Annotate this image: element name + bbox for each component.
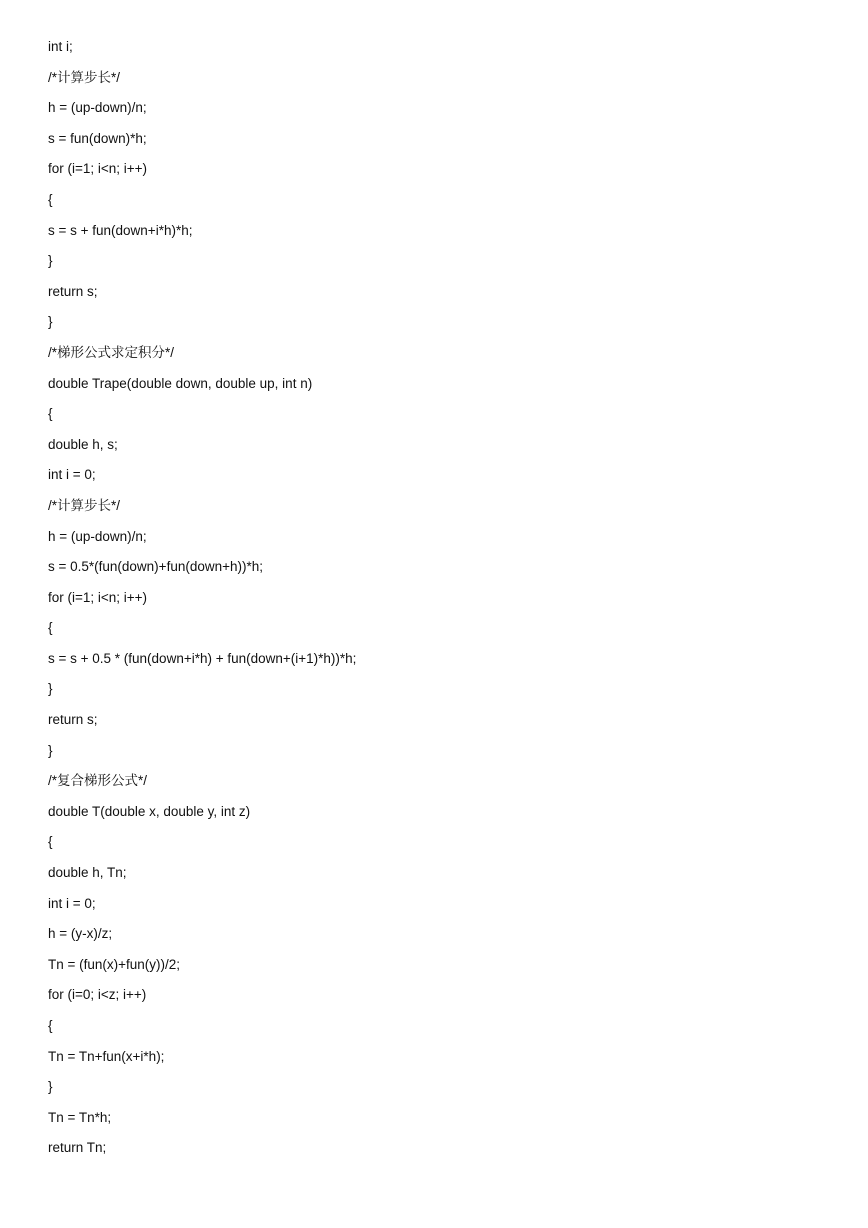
code-listing <box>48 36 356 1168</box>
code-line: return Tn; <box>48 1140 107 1156</box>
code-line: s = s + fun(down+i*h)*h; <box>48 222 193 238</box>
code-line: for (i=0; i<z; i++) <box>48 987 147 1003</box>
code-line: return s; <box>48 283 98 299</box>
code-line: double T(double x, double y, int z) <box>48 803 251 819</box>
code-line: double h, s; <box>48 436 118 452</box>
code-line: h = (up-down)/n; <box>48 528 147 544</box>
code-line: for (i=1; i<n; i++) <box>48 161 148 177</box>
code-line: { <box>48 620 53 636</box>
code-line: } <box>48 681 53 697</box>
code-line: } <box>48 314 53 330</box>
code-line: Tn = (fun(x)+fun(y))/2; <box>48 956 181 972</box>
code-line: s = fun(down)*h; <box>48 130 147 146</box>
code-line: int i = 0; <box>48 467 96 483</box>
code-line: double Trape(double down, double up, int n) <box>48 375 313 391</box>
code-line: s = s + 0.5 * (fun(down+i*h) + fun(down+(i+1)*h))*h; <box>48 650 357 666</box>
code-line: } <box>48 1079 53 1095</box>
code-line: for (i=1; i<n; i++) <box>48 589 148 605</box>
code-line: /*计算步长*/ <box>48 69 121 85</box>
code-line: /*计算步长*/ <box>48 497 121 513</box>
code-line: return s; <box>48 712 98 728</box>
code-line: { <box>48 406 53 422</box>
code-line: } <box>48 253 53 269</box>
code-line: { <box>48 1018 53 1033</box>
code-line: int i; <box>48 39 73 54</box>
code-line: /*梯形公式求定积分*/ <box>48 344 175 360</box>
code-line: Tn = Tn+fun(x+i*h); <box>48 1048 165 1064</box>
code-line: int i = 0; <box>48 895 96 911</box>
code-line: } <box>48 742 53 758</box>
code-line: { <box>48 191 53 207</box>
code-line: { <box>48 834 53 850</box>
code-line: double h, Tn; <box>48 865 127 881</box>
code-line: h = (y-x)/z; <box>48 926 113 942</box>
code-line: s = 0.5*(fun(down)+fun(down+h))*h; <box>48 559 263 575</box>
code-line: h = (up-down)/n; <box>48 100 147 116</box>
code-line: Tn = Tn*h; <box>48 1109 112 1125</box>
code-line: /*复合梯形公式*/ <box>48 773 148 789</box>
